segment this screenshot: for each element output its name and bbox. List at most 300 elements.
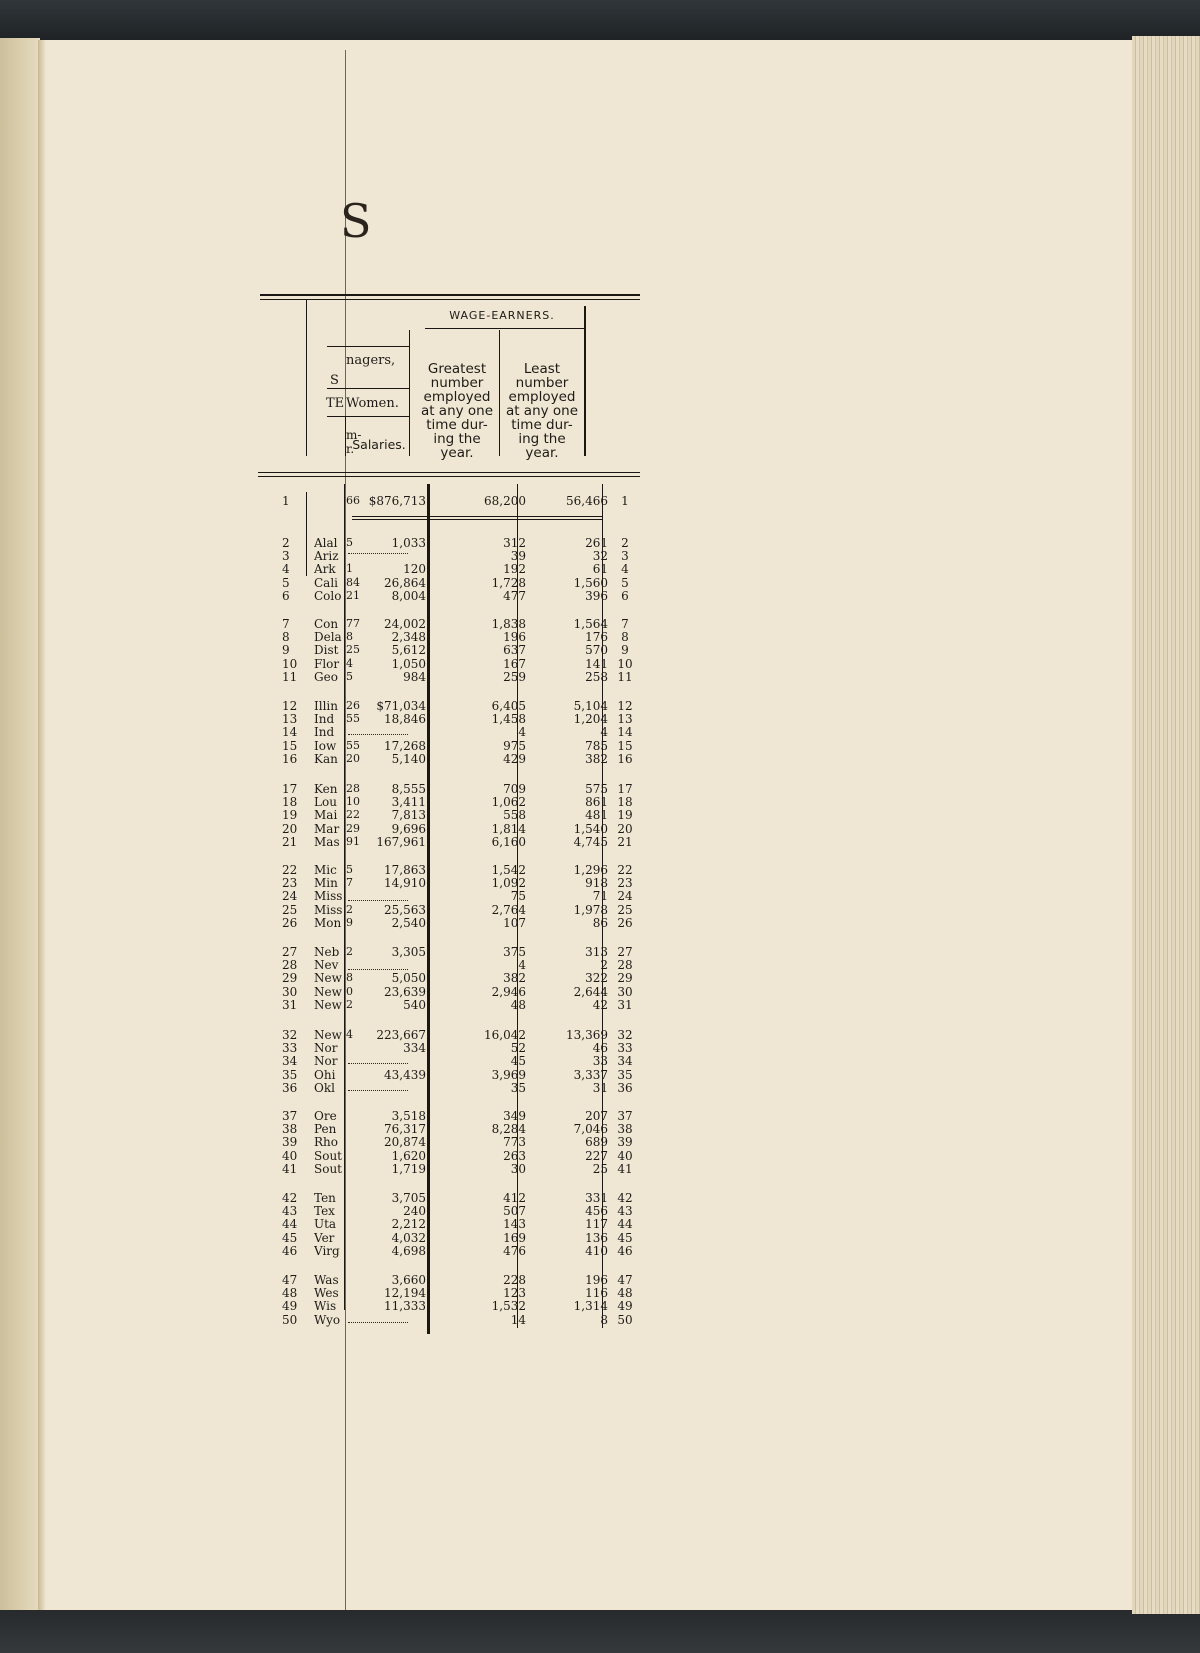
row-salaries: 7,813 <box>391 808 426 823</box>
row-line-number: 19 <box>282 808 298 823</box>
row-least: 42 <box>592 997 608 1012</box>
row-least: 1,204 <box>573 712 608 727</box>
row-state-fragment: Okl <box>314 1080 335 1095</box>
row-right-number: 45 <box>617 1230 633 1245</box>
num-header-fragment-1: m- <box>346 428 362 442</box>
row-least: 396 <box>585 588 608 603</box>
row-greatest: 3,969 <box>491 1067 526 1082</box>
row-salaries: 5,612 <box>391 643 426 658</box>
row-greatest: 107 <box>503 915 526 930</box>
total-row-rule-2 <box>352 519 602 520</box>
row-right-number: 38 <box>617 1122 633 1137</box>
row-right-number: 28 <box>617 958 633 973</box>
row-least: 61 <box>592 562 608 577</box>
row-right-number: 14 <box>617 725 633 740</box>
row-salaries: 4,698 <box>391 1243 426 1258</box>
table-row <box>272 1054 640 1068</box>
least-header-line: ing the <box>518 431 566 447</box>
row-greatest: 637 <box>503 643 526 658</box>
row-greatest: 1,814 <box>491 821 526 836</box>
row-line-number: 12 <box>282 699 298 713</box>
row-greatest: 375 <box>503 945 526 959</box>
row-right-number: 43 <box>617 1204 633 1219</box>
row-number-fragment: 77 <box>346 617 360 630</box>
row-state-fragment: Alal <box>314 536 338 550</box>
row-right-number: 10 <box>617 656 633 671</box>
row-greatest: 1,092 <box>491 876 526 891</box>
table-row <box>272 1081 640 1095</box>
row-state-fragment: Wes <box>314 1286 339 1301</box>
row-salaries: 334 <box>403 1041 426 1056</box>
row-number-fragment: 25 <box>346 643 360 657</box>
row-line-number: 37 <box>282 1109 298 1123</box>
row-least: 382 <box>585 751 608 766</box>
row-line-number: 40 <box>282 1148 298 1163</box>
states-header-fragment-1: S <box>330 374 339 388</box>
total-row-least: 56,466 <box>566 494 608 508</box>
row-greatest: 8,284 <box>491 1122 526 1137</box>
states-underline <box>327 388 409 389</box>
row-greatest: 35 <box>510 1080 526 1095</box>
table-row <box>272 739 640 753</box>
row-least: 410 <box>585 1243 608 1258</box>
row-least: 46 <box>592 1041 608 1056</box>
row-salaries: 1,050 <box>391 656 426 671</box>
row-number-fragment: 29 <box>346 821 360 835</box>
table-row <box>272 971 640 985</box>
row-salaries: 1,620 <box>391 1148 426 1163</box>
row-line-number: 43 <box>282 1204 298 1219</box>
row-line-number: 17 <box>282 782 298 796</box>
row-number-fragment: 84 <box>346 575 360 589</box>
table-top-rule-thin <box>260 299 640 300</box>
row-greatest: 169 <box>503 1230 526 1245</box>
row-number-fragment: 2 <box>346 902 353 916</box>
row-line-number: 30 <box>282 984 298 999</box>
row-right-number: 46 <box>617 1243 633 1258</box>
greatest-header-line: employed <box>423 389 491 405</box>
row-least: 176 <box>585 630 608 645</box>
row-state-fragment: Ind <box>314 725 335 740</box>
row-line-number: 47 <box>282 1273 298 1287</box>
row-line-number: 33 <box>282 1041 298 1056</box>
table-row <box>272 1122 640 1136</box>
row-right-number: 44 <box>617 1217 633 1232</box>
page-title-fragment: S <box>340 194 372 248</box>
row-state-fragment: Lou <box>314 795 337 810</box>
row-greatest: 167 <box>503 656 526 671</box>
table-row <box>272 782 640 796</box>
row-line-number: 2 <box>282 536 290 550</box>
row-line-number: 49 <box>282 1299 298 1314</box>
row-least: 5,104 <box>573 699 608 713</box>
row-line-number: 31 <box>282 997 298 1012</box>
row-line-number: 9 <box>282 643 290 658</box>
row-right-number: 22 <box>617 863 633 877</box>
row-least: 322 <box>585 971 608 986</box>
row-right-number: 25 <box>617 902 633 917</box>
row-greatest: 16,042 <box>484 1028 526 1042</box>
row-right-number: 23 <box>617 876 633 891</box>
book-binding-top <box>0 0 1200 40</box>
page-gutter-shadow <box>38 40 46 1610</box>
row-line-number: 48 <box>282 1286 298 1301</box>
row-least: 261 <box>585 536 608 550</box>
row-state-fragment: Cali <box>314 575 339 590</box>
row-number-fragment: 2 <box>346 945 353 958</box>
row-greatest: 6,405 <box>491 699 526 713</box>
table-row <box>272 903 640 917</box>
row-state-fragment: New <box>314 1028 342 1042</box>
row-least: 3,337 <box>573 1067 608 1082</box>
row-least: 861 <box>585 795 608 810</box>
row-state-fragment: Ind <box>314 712 335 727</box>
greatest-header <box>416 362 498 460</box>
row-line-number: 4 <box>282 562 290 577</box>
states-header-fragment-2: TE <box>326 397 345 411</box>
table-row <box>272 670 640 684</box>
row-right-number: 7 <box>621 617 629 631</box>
table-row <box>272 1244 640 1258</box>
table-row <box>272 1273 640 1287</box>
row-least: 86 <box>592 915 608 930</box>
row-salaries: 76,317 <box>384 1122 426 1137</box>
row-state-fragment: Nev <box>314 958 339 973</box>
row-least: 456 <box>585 1204 608 1219</box>
women-header: Women. <box>346 397 399 411</box>
row-right-number: 31 <box>617 997 633 1012</box>
least-header-line: employed <box>508 389 576 405</box>
table-row <box>272 958 640 972</box>
row-greatest: 4 <box>518 958 526 973</box>
salaries-header: Salaries. <box>352 437 406 452</box>
row-greatest: 507 <box>503 1204 526 1219</box>
row-line-number: 42 <box>282 1191 298 1205</box>
row-greatest: 259 <box>503 669 526 684</box>
least-header-line: year. <box>525 445 559 461</box>
total-row-salaries: $876,713 <box>368 494 426 508</box>
row-state-fragment: Nor <box>314 1054 338 1069</box>
row-salaries: 12,194 <box>384 1286 426 1301</box>
row-least: 1,560 <box>573 575 608 590</box>
row-line-number: 11 <box>282 669 298 684</box>
table-row <box>272 1068 640 1082</box>
row-least: 25 <box>592 1161 608 1176</box>
row-line-number: 21 <box>282 834 298 849</box>
row-least: 141 <box>585 656 608 671</box>
row-state-fragment: Ver <box>314 1230 335 1245</box>
row-least: 4 <box>600 725 608 740</box>
row-number-fragment: 7 <box>346 876 353 890</box>
row-greatest: 476 <box>503 1243 526 1258</box>
row-salaries: 2,212 <box>391 1217 426 1232</box>
header-vrule-state <box>306 300 307 456</box>
row-least: 575 <box>585 782 608 796</box>
row-right-number: 41 <box>617 1161 633 1176</box>
row-least: 2 <box>600 958 608 973</box>
row-line-number: 39 <box>282 1135 298 1150</box>
row-state-fragment: Mic <box>314 863 337 877</box>
row-state-fragment: Uta <box>314 1217 337 1232</box>
table-row <box>272 1204 640 1218</box>
row-state-fragment: Ten <box>314 1191 336 1205</box>
row-right-number: 5 <box>621 575 629 590</box>
row-salaries: 26,864 <box>384 575 426 590</box>
table-row <box>272 945 640 959</box>
row-right-number: 3 <box>621 549 629 564</box>
row-state-fragment: Virg <box>314 1243 340 1258</box>
row-number-fragment: 8 <box>346 971 353 985</box>
row-number-fragment: 26 <box>346 699 360 712</box>
row-right-number: 32 <box>617 1028 633 1042</box>
row-state-fragment: Ken <box>314 782 338 796</box>
row-greatest: 349 <box>503 1109 526 1123</box>
row-greatest: 1,062 <box>491 795 526 810</box>
row-line-number: 35 <box>282 1067 298 1082</box>
row-salaries: 9,696 <box>391 821 426 836</box>
row-right-number: 36 <box>617 1080 633 1095</box>
row-line-number: 16 <box>282 751 298 766</box>
row-salaries: 24,002 <box>384 617 426 631</box>
row-least: 689 <box>585 1135 608 1150</box>
women-underline <box>327 416 409 417</box>
data-table <box>272 306 640 1336</box>
row-least: 136 <box>585 1230 608 1245</box>
row-right-number: 34 <box>617 1054 633 1069</box>
row-right-number: 40 <box>617 1148 633 1163</box>
row-salaries: 25,563 <box>384 902 426 917</box>
least-header-line: Least <box>523 361 561 377</box>
row-salaries: 1,719 <box>391 1161 426 1176</box>
row-greatest: 6,160 <box>491 834 526 849</box>
row-least: 331 <box>585 1191 608 1205</box>
row-line-number: 22 <box>282 863 298 877</box>
row-number-fragment: 55 <box>346 712 360 726</box>
table-row <box>272 916 640 930</box>
row-right-number: 13 <box>617 712 633 727</box>
row-salaries: 223,667 <box>376 1028 426 1042</box>
row-right-number: 49 <box>617 1299 633 1314</box>
table-row <box>272 1028 640 1042</box>
table-row <box>272 549 640 563</box>
row-greatest: 196 <box>503 630 526 645</box>
row-greatest: 143 <box>503 1217 526 1232</box>
page-stack-edge <box>1132 36 1200 1614</box>
row-number-fragment: 2 <box>346 997 353 1011</box>
row-line-number: 27 <box>282 945 298 959</box>
least-header-line: time dur- <box>511 417 573 433</box>
row-right-number: 15 <box>617 738 633 753</box>
row-state-fragment: Wis <box>314 1299 337 1314</box>
row-salaries: 11,333 <box>384 1299 426 1314</box>
row-state-fragment: Nor <box>314 1041 338 1056</box>
row-line-number: 8 <box>282 630 290 645</box>
row-state-fragment: Colo <box>314 588 342 603</box>
row-state-fragment: Mar <box>314 821 340 836</box>
row-right-number: 35 <box>617 1067 633 1082</box>
table-row <box>272 699 640 713</box>
row-greatest: 4 <box>518 725 526 740</box>
row-right-number: 8 <box>621 630 629 645</box>
row-state-fragment: Neb <box>314 945 340 959</box>
row-least: 13,369 <box>566 1028 608 1042</box>
header-vrule-greatest <box>499 330 500 456</box>
row-number-fragment: 4 <box>346 656 353 670</box>
row-right-number: 48 <box>617 1286 633 1301</box>
row-salaries: 17,863 <box>384 863 426 877</box>
row-salaries: 540 <box>403 997 426 1012</box>
row-greatest: 48 <box>510 997 526 1012</box>
row-line-number: 41 <box>282 1161 298 1176</box>
table-row <box>272 630 640 644</box>
row-salaries: 3,660 <box>391 1273 426 1287</box>
row-least: 4,745 <box>573 834 608 849</box>
row-line-number: 7 <box>282 617 290 631</box>
header-bottom-rule-2 <box>258 476 640 477</box>
table-row <box>272 562 640 576</box>
row-right-number: 29 <box>617 971 633 986</box>
row-greatest: 75 <box>510 889 526 904</box>
row-salaries: 5,140 <box>391 751 426 766</box>
row-salaries: 1,033 <box>391 536 426 550</box>
row-state-fragment: Miss <box>314 902 343 917</box>
header-bottom-rule <box>258 472 640 473</box>
row-line-number: 20 <box>282 821 298 836</box>
row-least: 117 <box>585 1217 608 1232</box>
row-right-number: 42 <box>617 1191 633 1205</box>
row-greatest: 2,764 <box>491 902 526 917</box>
row-line-number: 15 <box>282 738 298 753</box>
row-greatest: 2,946 <box>491 984 526 999</box>
row-number-fragment: 9 <box>346 915 353 929</box>
row-right-number: 21 <box>617 834 633 849</box>
row-greatest: 975 <box>503 738 526 753</box>
row-salaries: 984 <box>403 669 426 684</box>
row-greatest: 429 <box>503 751 526 766</box>
row-right-number: 18 <box>617 795 633 810</box>
row-state-fragment: Sout <box>314 1161 342 1176</box>
table-row <box>272 657 640 671</box>
row-right-number: 19 <box>617 808 633 823</box>
row-number-fragment: 1 <box>346 562 353 576</box>
row-state-fragment: Miss <box>314 889 343 904</box>
row-salaries: 3,305 <box>391 945 426 959</box>
row-salaries: 167,961 <box>376 834 426 849</box>
row-state-fragment: Wyo <box>314 1312 341 1327</box>
row-state-fragment: Ore <box>314 1109 337 1123</box>
table-row <box>272 1286 640 1300</box>
row-greatest: 773 <box>503 1135 526 1150</box>
least-header-line: at any one <box>505 403 579 419</box>
row-state-fragment: Was <box>314 1273 339 1287</box>
greatest-header-line: number <box>430 375 484 391</box>
total-row-line-number: 1 <box>282 494 290 508</box>
row-greatest: 263 <box>503 1148 526 1163</box>
row-salaries: 120 <box>403 562 426 577</box>
row-right-number: 12 <box>617 699 633 713</box>
row-line-number: 6 <box>282 588 290 603</box>
row-right-number: 4 <box>621 562 629 577</box>
table-row <box>272 876 640 890</box>
row-salaries: 18,846 <box>384 712 426 727</box>
row-line-number: 28 <box>282 958 298 973</box>
row-number-fragment: 4 <box>346 1028 353 1041</box>
row-right-number: 37 <box>617 1109 633 1123</box>
table-row <box>272 1313 640 1327</box>
row-line-number: 46 <box>282 1243 298 1258</box>
row-salaries: 43,439 <box>384 1067 426 1082</box>
row-least: 196 <box>585 1273 608 1287</box>
row-number-fragment: 5 <box>346 863 353 876</box>
least-header <box>501 362 583 460</box>
book-binding-bottom <box>0 1606 1200 1653</box>
row-greatest: 123 <box>503 1286 526 1301</box>
row-line-number: 36 <box>282 1080 298 1095</box>
row-least: 31 <box>592 1080 608 1095</box>
row-right-number: 33 <box>617 1041 633 1056</box>
row-right-number: 27 <box>617 945 633 959</box>
total-row-greatest: 68,200 <box>484 494 526 508</box>
row-line-number: 44 <box>282 1217 298 1232</box>
row-greatest: 382 <box>503 971 526 986</box>
row-salaries: 3,705 <box>391 1191 426 1205</box>
row-line-number: 25 <box>282 902 298 917</box>
row-state-fragment: Flor <box>314 656 340 671</box>
row-line-number: 14 <box>282 725 298 740</box>
row-line-number: 3 <box>282 549 290 564</box>
greatest-header-line: at any one <box>420 403 494 419</box>
row-least: 116 <box>585 1286 608 1301</box>
table-row <box>272 1162 640 1176</box>
row-greatest: 39 <box>510 549 526 564</box>
row-right-number: 30 <box>617 984 633 999</box>
row-number-fragment: 21 <box>346 588 360 602</box>
row-least: 481 <box>585 808 608 823</box>
row-greatest: 1,838 <box>491 617 526 631</box>
row-line-number: 10 <box>282 656 298 671</box>
row-least: 313 <box>585 945 608 959</box>
row-salaries: 240 <box>403 1204 426 1219</box>
row-state-fragment: Geo <box>314 669 338 684</box>
row-number-fragment: 10 <box>346 795 360 809</box>
table-row <box>272 712 640 726</box>
greatest-header-line: time dur- <box>426 417 488 433</box>
greatest-header-line: ing the <box>433 431 481 447</box>
row-least: 1,978 <box>573 902 608 917</box>
row-state-fragment: Sout <box>314 1148 342 1163</box>
total-row-right-number: 1 <box>621 494 629 508</box>
total-row <box>272 494 640 508</box>
row-salaries: 20,874 <box>384 1135 426 1150</box>
greatest-header-line: Greatest <box>427 361 487 377</box>
row-state-fragment: Dist <box>314 643 339 658</box>
row-right-number: 11 <box>617 669 633 684</box>
row-line-number: 38 <box>282 1122 298 1137</box>
table-row <box>272 589 640 603</box>
wage-earners-header: WAGE-EARNERS. <box>449 309 555 322</box>
row-greatest: 45 <box>510 1054 526 1069</box>
row-number-fragment: 5 <box>346 669 353 683</box>
table-row <box>272 808 640 822</box>
row-greatest: 14 <box>510 1312 526 1327</box>
managers-underline <box>327 346 409 347</box>
wage-earners-underline <box>425 328 584 329</box>
row-state-fragment: New <box>314 997 342 1012</box>
row-right-number: 26 <box>617 915 633 930</box>
row-number-fragment: 91 <box>346 834 360 848</box>
row-right-number: 47 <box>617 1273 633 1287</box>
table-row <box>272 536 640 550</box>
